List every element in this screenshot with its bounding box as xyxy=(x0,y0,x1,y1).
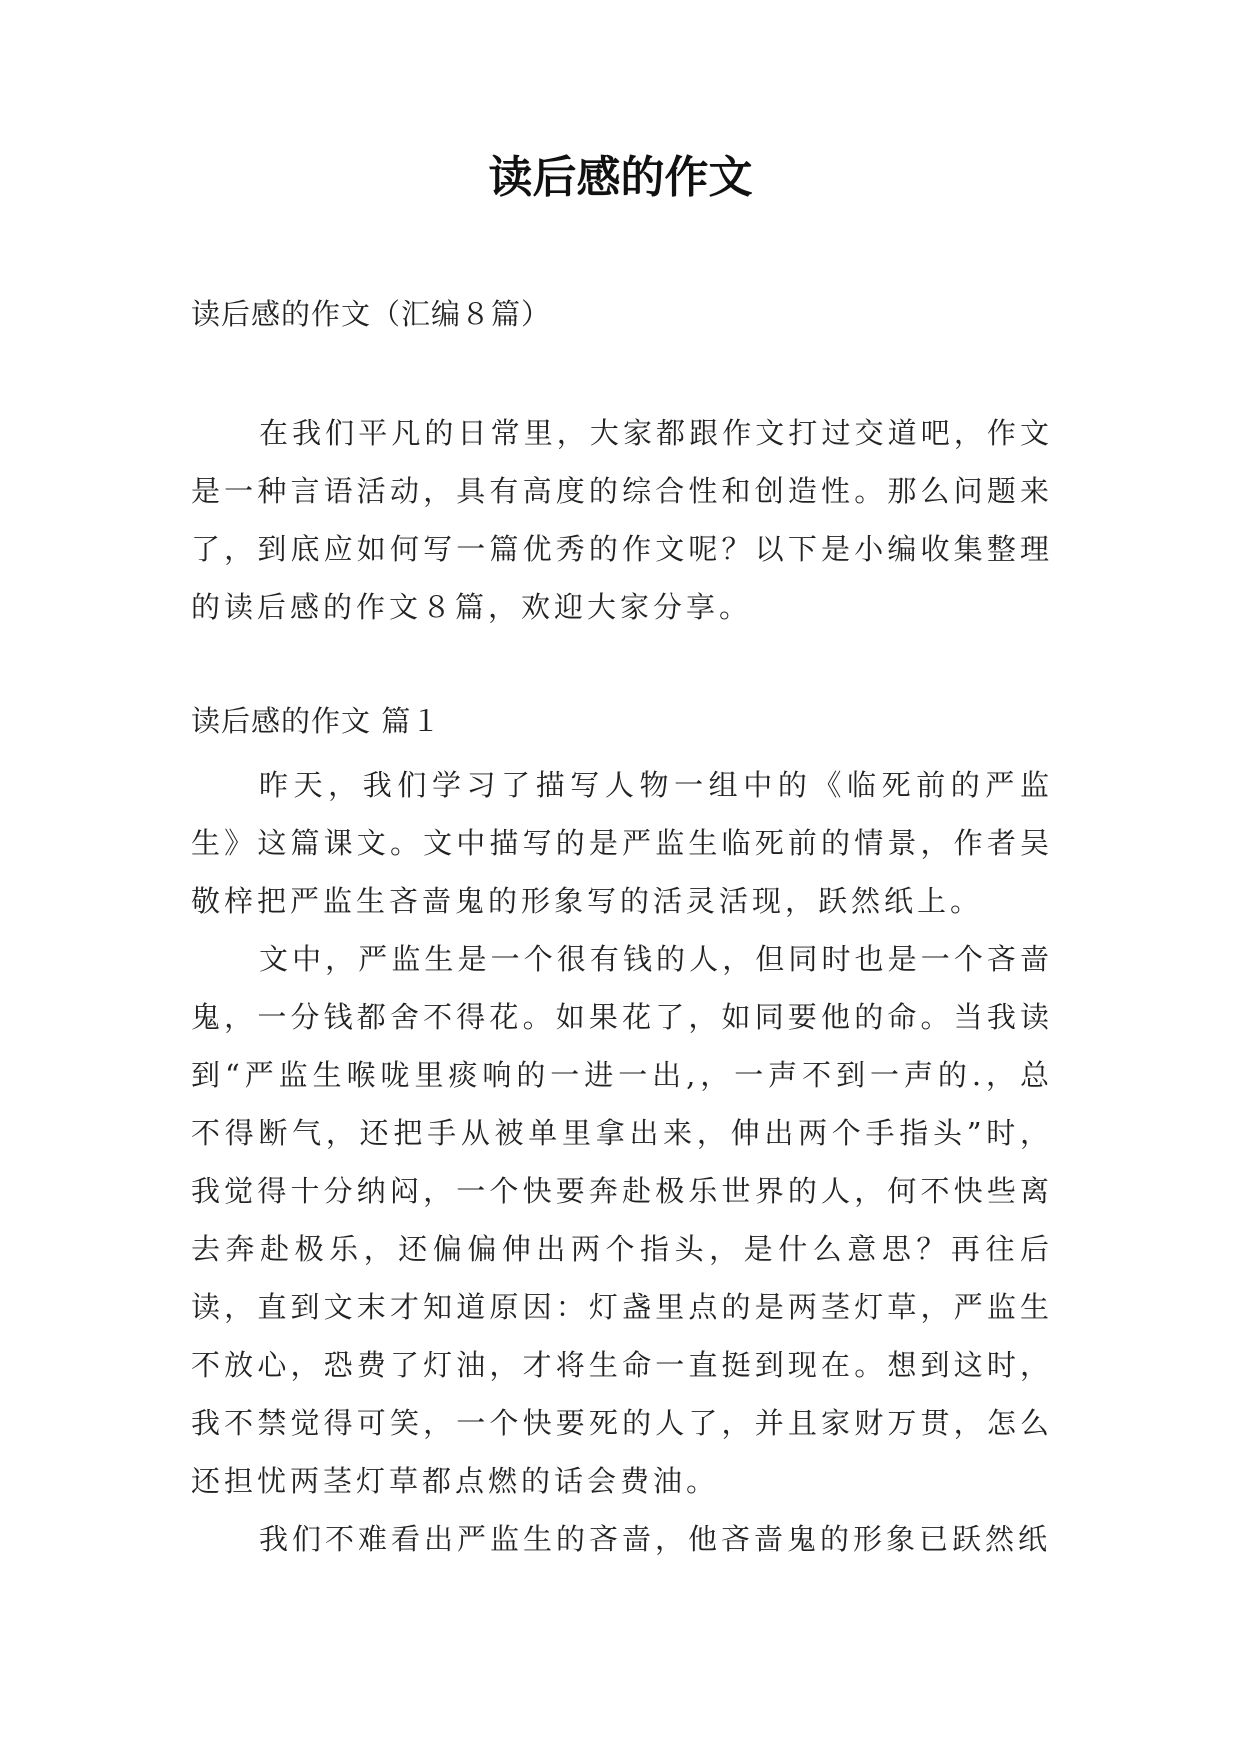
section-heading: 读后感的作文 篇１ xyxy=(191,704,442,738)
essay-body xyxy=(191,756,1053,1568)
essay-paragraph-1: 昨天，我们学习了描写人物一组中的《临死前的严监生》这篇课文。文中描写的是严监生临死前的情景，作者吴敬梓把严监生吝啬鬼的形象写的活灵活现，跃然纸上。 xyxy=(191,768,1053,918)
document-title: 读后感的作文 xyxy=(488,152,753,203)
essay-paragraph-3: 我们不难看出严监生的吝啬，他吝啬鬼的形象已跃然纸 xyxy=(259,1522,1052,1556)
document-subtitle: 读后感的作文（汇编８篇） xyxy=(191,297,552,331)
intro-paragraph: 在我们平凡的日常里，大家都跟作文打过交道吧，作文是一种言语活动，具有高度的综合性和创造性。那么问题来了，到底应如何写一篇优秀的作文呢？以下是小编收集整理的读后感的作文８篇，欢迎大家分享。 xyxy=(191,416,1053,624)
essay-paragraph-2: 文中，严监生是一个很有钱的人，但同时也是一个吝啬鬼，一分钱都舍不得花。如果花了，如同要他的命。当我读到“严监生喉咙里痰响的一进一出,，一声不到一声的.，总不得断气，还把手从被单里拿出来，伸出两个手指头”时，我觉得十分纳闷，一个快要奔赴极乐世界的人，何不快些离去奔赴极乐，还偏偏伸出两个指头，是什么意思？再往后读，直到文末才知道原因：灯盏里点的是两茎灯草，严监生不放心，恐费了灯油，才将生命一直挺到现在。想到这时，我不禁觉得可笑，一个快要死的人了，并且家财万贯，怎么还担忧两茎灯草都点燃的话会费油。 xyxy=(191,942,1053,1498)
